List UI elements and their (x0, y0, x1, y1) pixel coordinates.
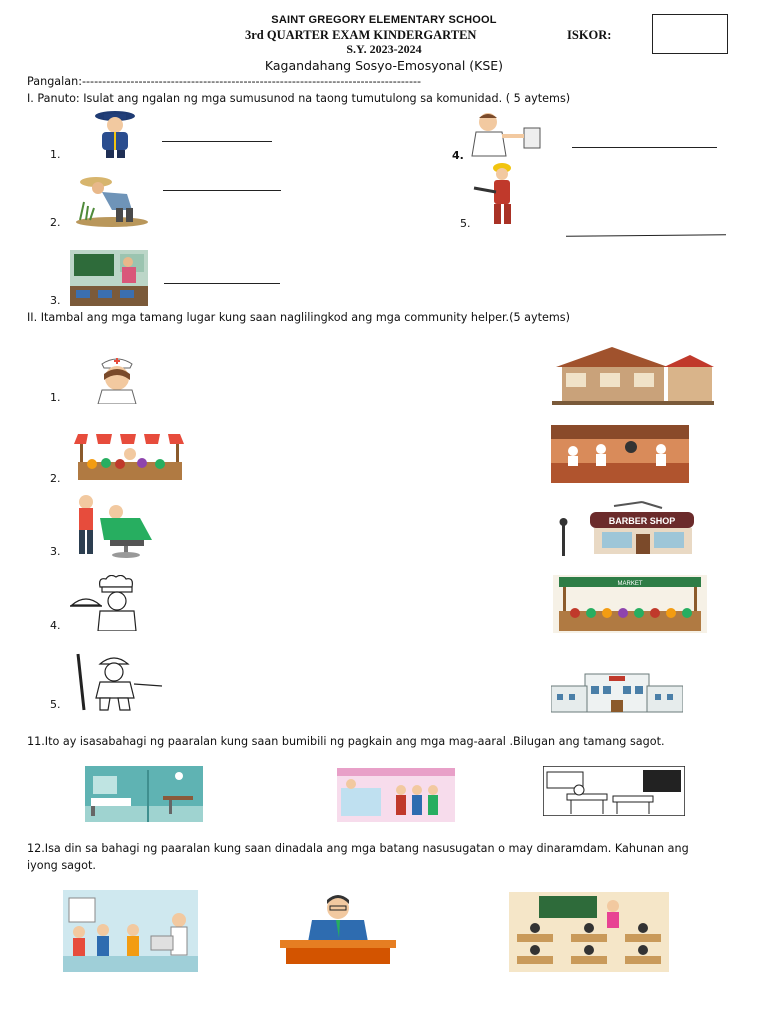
p1-number-2: 2. (50, 216, 61, 229)
classroom-option[interactable] (543, 766, 685, 816)
answer-blank-2[interactable] (163, 190, 281, 191)
school-year: S.Y. 2023-2024 (346, 42, 422, 56)
clinic-room-option[interactable] (85, 766, 203, 822)
name-line: Pangalan:------------------------------------------------------------------------------------ (27, 75, 422, 88)
teacher-classroom-image (70, 250, 148, 306)
p1-number-1: 1. (50, 148, 61, 161)
subject-title: Kagandahang Sosyo-Emosyonal (KSE) (264, 58, 504, 73)
p2-number-5: 5. (50, 698, 61, 711)
hospital-building-image (551, 672, 683, 714)
answer-blank-3[interactable] (164, 283, 280, 284)
chef-image (70, 575, 160, 631)
firefighter-image (470, 162, 530, 228)
school-clinic-option[interactable] (63, 890, 198, 972)
p2-number-1: 1. (50, 391, 61, 404)
q12-text-line1: 12.Isa din sa bahagi ng paaralan kung saan dinadala ang mga batang nasusugatan o may dinaramdam. Kahunan ang (27, 842, 689, 855)
p2-number-4: 4. (50, 619, 61, 632)
p1-number-4: 4. (452, 149, 464, 162)
barber-sign-text: BARBER SHOP (608, 516, 676, 526)
house-construction-image (552, 345, 714, 405)
p1-number-5: 5. (460, 217, 471, 230)
q12-text-line2: iyong sagot. (27, 859, 96, 872)
principal-office-option[interactable] (250, 890, 426, 972)
farmer-image (72, 172, 152, 227)
restaurant-kitchen-image (551, 425, 689, 483)
p1-number-3: 3. (50, 294, 61, 307)
answer-blank-1[interactable] (162, 141, 272, 142)
market-sign-text: MARKET (617, 581, 643, 587)
exam-title: 3rd QUARTER EXAM KINDERGARTEN (245, 28, 477, 42)
nurse-image (82, 356, 152, 404)
p2-number-3: 3. (50, 545, 61, 558)
construction-worker-image (70, 652, 168, 712)
score-label: ISKOR: (567, 28, 612, 42)
market-stall-image (553, 575, 707, 633)
q11-text: 11.Ito ay isasabahagi ng paaralan kung saan bumibili ng pagkain ang mga mag-aaral .Bilugan ang tamang sagot. (27, 735, 665, 748)
p2-number-2: 2. (50, 472, 61, 485)
answer-blank-4[interactable] (572, 147, 717, 148)
police-officer-image (80, 110, 150, 160)
answer-blank-5[interactable] (566, 234, 726, 236)
doctor-image (464, 110, 549, 158)
part1-instruction: I. Panuto: Isulat ang ngalan ng mga sumusunod na taong tumutulong sa komunidad. ( 5 aytems) (27, 92, 571, 105)
part2-instruction: II. Itambal ang mga tamang lugar kung saan naglilingkod ang mga community helper.(5 aytems) (27, 311, 570, 324)
barber-image (70, 490, 170, 558)
school-name: SAINT GREGORY ELEMENTARY SCHOOL (271, 14, 497, 26)
canteen-option[interactable] (337, 768, 455, 822)
vendor-stall-image (72, 430, 187, 484)
classroom-students-option[interactable] (509, 892, 669, 972)
barber-shop-image (554, 500, 708, 558)
